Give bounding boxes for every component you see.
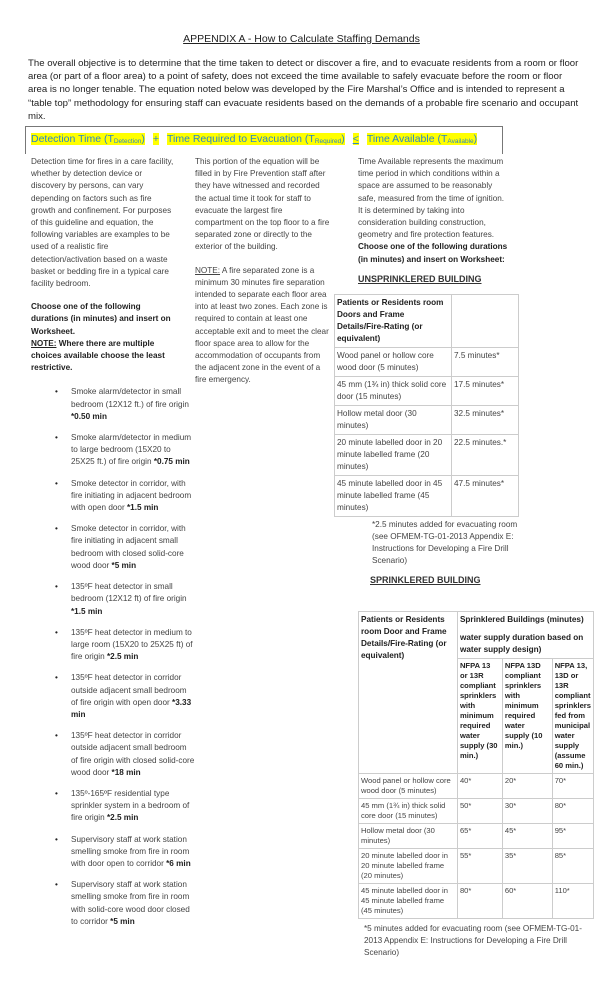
page-title: APPENDIX A - How to Calculate Staffing Demands [183,33,420,45]
detection-description: Detection time for fires in a care facility, whether by detection device or discovery by persons, can vary depending on factors such as fire growth and confinement. For purposes of this guideline and equation, the following variables are examples to be used of a realistic fire detection/activation based on a waste basket or bedding fire in a typical care facility bedroom. [31,157,174,289]
sprinklered-footnote: *5 minutes added for evacuating room (see OFMEM-TG-01-2013 Appendix E: Instructions for Developing a Fire Drill Scenario) [364,923,582,957]
evacuation-column [195,156,330,398]
time-cell: 65* [457,823,502,848]
table-row [335,475,519,516]
equation-plus: + [152,133,159,145]
time-cell: 95* [552,823,593,848]
time-cell: 35* [502,848,552,883]
time-cell: 32.5 minutes* [452,405,519,434]
time-cell: 55* [457,848,502,883]
detection-option-value: *6 min [166,858,191,868]
door-cell: 45 minute labelled door in 45 minute labelled frame (45 minutes) [359,883,458,918]
time-cell: 45* [502,823,552,848]
table-row [359,773,594,798]
time-cell: 20* [502,773,552,798]
table-row [359,823,594,848]
table-row [359,883,594,918]
table-header-row [359,611,594,658]
sprinklered-table [358,611,594,919]
detection-options-list [55,386,195,928]
table-header-cell: Sprinklered Buildings (minutes) water supply duration based on water supply design) [457,611,593,658]
detection-option-value: *3.33 min [71,697,192,719]
door-cell: 20 minute labelled door in 20 minute labelled frame (20 minutes) [359,848,458,883]
evacuation-description: This portion of the equation will be filled in by Fire Prevention staff after they have witnessed and recorded the actual time it took for staff to evacuate the largest fire compartment on the top floor to a fire separated zone or directly to the exterior of the building. [195,157,330,252]
detection-option: • 135ºF heat detector in small bedroom (12X12 ft) of fire origin *1.5 min [55,581,195,618]
equation-required: Time Required to Evacuation $(T_{Required})$ [166,133,345,145]
time-cell: 30* [502,798,552,823]
detection-instructions: Choose one of the following durations (in minutes) and insert on Worksheet. NOTE: Where there are multiple choices available choose the least restrictive. [31,302,171,373]
detection-option: • Supervisory staff at work station smelling smoke from fire in room with solid-core wood door closed to corridor *5 min [55,879,195,928]
table-header-cell: NFPA 13 or 13R compliant sprinklers with minimum required water supply (30 min.) [457,658,502,773]
door-cell: Wood panel or hollow core wood door (5 minutes) [359,773,458,798]
detection-option: • 135ºF heat detector in corridor outside adjacent small bedroom of fire origin with closed solid-core wood door *18 min [55,730,195,779]
door-cell: Hollow metal door (30 minutes) [359,823,458,848]
available-column [334,156,596,959]
detection-column [31,156,195,937]
detection-option: • Smoke detector in corridor, with fire initiating in adjacent bedroom with open door *1.5 min [55,478,195,515]
intro-paragraph: The overall objective is to determine that the time taken to detect or discover a fire, and to evacuate residents from a room or floor area (or part of a floor area) to a point of safety, does not exceed the time available to safely evacuate before the room or floor area is no longer tenable. The equation noted below was developed by the Fire Marshal’s Office and is intended to represent a “table top” methodology for ensuring staff can evacuate residents based on the demands of a probable fire scenario and occupant mix. [28,58,579,122]
table-row [335,347,519,376]
equation-detection: Detection Time $(T_{Detection})$ [31,133,145,145]
table-row [335,376,519,405]
table-header-cell [452,294,519,347]
detection-option-value: *0.50 min [71,411,107,421]
time-cell: 80* [457,883,502,918]
table-header-cell: NFPA 13, 13D or 13R compliant sprinklers fed from municipal water supply (assume 60 min.) [552,658,593,773]
detection-option: • 135º-165ºF residential type sprinkler system in a bedroom of fire origin *2.5 min [55,788,195,825]
door-cell: 45 mm (1¾ in) thick solid core door (15 minutes) [335,376,452,405]
time-cell: 60* [502,883,552,918]
table-header-cell: Patients or Residents room Door and Frame Details/Fire-Rating (or equivalent) [359,611,458,773]
time-cell: 22.5 minutes.* [452,434,519,475]
table-row [359,798,594,823]
detection-option: • Smoke alarm/detector in small bedroom (12X12 ft.) of fire origin *0.50 min [55,386,195,423]
detection-option-value: *5 min [111,560,137,570]
table-row [359,848,594,883]
time-cell: 110* [552,883,593,918]
table-row [335,405,519,434]
time-cell: 70* [552,773,593,798]
detection-option: • 135ºF heat detector in corridor outside adjacent small bedroom of fire origin with open door *3.33 min [55,672,195,721]
unsprinklered-heading: UNSPRINKLERED BUILDING [358,273,482,284]
time-cell: 80* [552,798,593,823]
evacuation-note: NOTE: A fire separated zone is a minimum 30 minutes fire separation intended to separate each floor area into at least two zones. Each zone is required to contain at least one acceptable exit and to meet the clear floor space area to allow for the accommodation of occupants from the adjacent zone in the event of a fire emergency. [195,265,329,385]
detection-option-value: *18 min [111,767,141,777]
door-cell: 45 minute labelled door in 45 minute labelled frame (45 minutes) [335,475,452,516]
time-cell: 50* [457,798,502,823]
table-header-row [335,294,519,347]
detection-option-value: *0.75 min [153,457,190,467]
door-cell: Hollow metal door (30 minutes) [335,405,452,434]
detection-option-value: *1.5 min [71,606,103,616]
table-header-cell: NFPA 13D compliant sprinklers with minimum required water supply (10 min.) [502,658,552,773]
detection-option-value: *5 min [110,916,135,926]
detection-option-value: *2.5 min [106,813,139,823]
detection-option-value: *2.5 min [106,652,139,662]
equation-box [25,126,503,154]
door-cell: 20 minute labelled door in 20 minute labelled frame (20 minutes) [335,434,452,475]
door-cell: 45 mm (1¾ in) thick solid core door (15 minutes) [359,798,458,823]
time-cell: 85* [552,848,593,883]
detection-option-value: *1.5 min [127,503,159,513]
table-header-cell: Patients or Residents room Doors and Frame Details/Fire-Rating (or equivalent) [335,294,452,347]
door-cell: Wood panel or hollow core wood door (5 minutes) [335,347,452,376]
equation-less-equal: < [352,133,359,145]
available-description: Time Available represents the maximum time period in which conditions within a space are assumed to be reasonably safe, measured from the time of ignition. It is determined by taking into consideration building construction, geometry and fire protection features. [358,157,505,240]
table-row [335,434,519,475]
equation-available: Time Available $(T_{Available})$ [366,133,478,145]
available-instructions: Choose one of the following durations (in minutes) and insert on Worksheet: [358,242,508,264]
detection-option: • Supervisory staff at work station smelling smoke from fire in room with door open to corridor *6 min [55,834,195,871]
time-cell: 47.5 minutes* [452,475,519,516]
time-cell: 17.5 minutes* [452,376,519,405]
unsprinklered-footnote: *2.5 minutes added for evacuating room (see OFMEM-TG-01-2013 Appendix E: Instructions for Developing a Fire Drill Scenario) [372,519,518,565]
sprinklered-heading: SPRINKLERED BUILDING [370,574,481,585]
detection-option: • Smoke alarm/detector in medium to large bedroom (15X20 to 25X25 ft.) of fire origin *0.75 min [55,432,195,469]
time-cell: 40* [457,773,502,798]
unsprinklered-table [334,294,519,517]
detection-option: • 135ºF heat detector in medium to large room (15X20 to 25X25 ft) of fire origin *2.5 min [55,627,195,664]
detection-option: • Smoke detector in corridor, with fire initiating in adjacent small bedroom with closed solid-core wood door *5 min [55,523,195,572]
time-cell: 7.5 minutes* [452,347,519,376]
